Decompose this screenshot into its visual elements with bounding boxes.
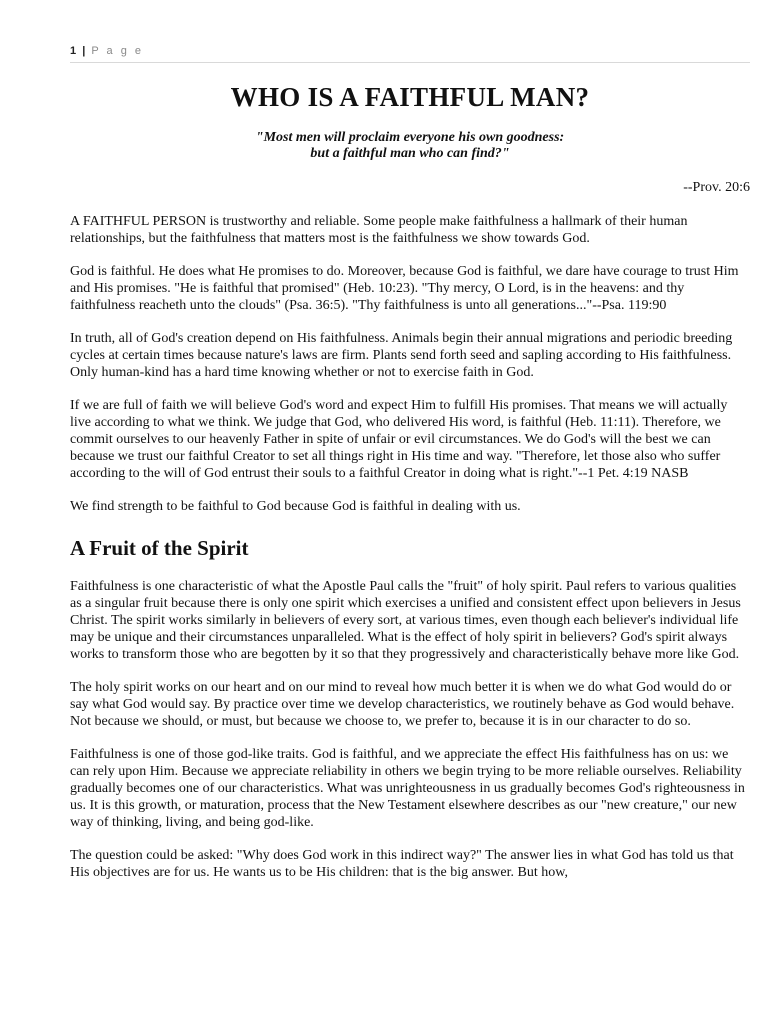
page-header: [70, 45, 750, 57]
body-paragraph: God is faithful. He does what He promises to do. Moreover, because God is faithful, we dare have courage to trust Him and His promises. "He is faithful that promised" (Heb. 10:23). "Thy mercy, O Lord, is in the heavens: and thy faithfulness reacheth unto the clouds" (Psa. 36:5). "Thy faithfulness is unto all generations..."--Psa. 119:90: [70, 264, 739, 313]
document-title: WHO IS A FAITHFUL MAN?: [230, 82, 590, 112]
section-paragraph: The question could be asked: "Why does God work in this indirect way?" The answer lies in what God has told us that His objectives are for us. He wants us to be His children: that is the big answer. But how,: [70, 848, 734, 880]
page-label: P a g e: [91, 45, 144, 57]
epigraph-line-2: but a faithful man who can find?": [310, 146, 510, 161]
body-paragraph: We find strength to be faithful to God because God is faithful in dealing with us.: [70, 499, 521, 514]
body-paragraph: In truth, all of God's creation depend on His faithfulness. Animals begin their annual migrations and periodic breeding cycles at certain times because nature's laws are firm. Plants send forth seed and sapling according to His faithfulness. Only human-kind has a hard time knowing whether or not to exercise faith in God.: [70, 331, 733, 380]
body-paragraph: If we are full of faith we will believe God's word and expect Him to fulfill His promises. That means we will actually live according to what we think. We judge that God, who delivered His word, is faithful (Heb. 11:11). Therefore, we commit ourselves to our heavenly Father in spite of unfair or evil circumstances. We do God's will the best we can because we trust our faithful Creator to set all things right in His time and way. "Therefore, let those also who suffer according to the will of God entrust their souls to a faithful Creator in doing what is right."--1 Pet. 4:19 NASB: [70, 398, 728, 481]
body-paragraph: A FAITHFUL PERSON is trustworthy and reliable. Some people make faithfulness a hallmark of their human relationships, but the faithfulness that matters most is the faithfulness we show towards God.: [70, 214, 688, 246]
section-paragraph: The holy spirit works on our heart and on our mind to reveal how much better it is when we do what God would do or say what God would say. By practice over time we develop characteristics, we routinely behave as God would behave. Not because we should, or must, but because we choose to, we prefer to, because it is in our character to do so.: [70, 680, 735, 729]
document-body: [70, 80, 750, 881]
section-paragraph: Faithfulness is one characteristic of what the Apostle Paul calls the "fruit" of holy spirit. Paul refers to various qualities as a singular fruit because there is only one spirit which exercises a unified and consistent effect upon believers in Jesus Christ. The spirit works similarly in believers of every sort, at various times, even though each believer's individual life may be unique and their circumstances unparalleled. What is the effect of holy spirit in believers? God's spirit always works to transform those who are begotten by it so that they progressively and characteristically behave more like God.: [70, 579, 741, 662]
epigraph-reference: --Prov. 20:6: [683, 180, 750, 195]
epigraph-quote: [70, 130, 750, 162]
section-heading: A Fruit of the Spirit: [70, 536, 249, 560]
header-divider: [70, 62, 750, 63]
page-number: 1: [70, 45, 77, 57]
epigraph-line-1: "Most men will proclaim everyone his own goodness:: [255, 130, 565, 145]
header-separator: |: [82, 45, 86, 57]
section-paragraph: Faithfulness is one of those god-like traits. God is faithful, and we appreciate the effect His faithfulness has on us: we can rely upon Him. Because we appreciate reliability in others we begin trying to be more reliable ourselves. Reliability gradually becomes one of our characteristics. What was unrighteousness in us gradually becomes God's righteousness in us. It is this growth, or maturation, process that the New Testament elsewhere describes as our "new creature," our new way of thinking, living, and being god-like.: [70, 747, 745, 830]
